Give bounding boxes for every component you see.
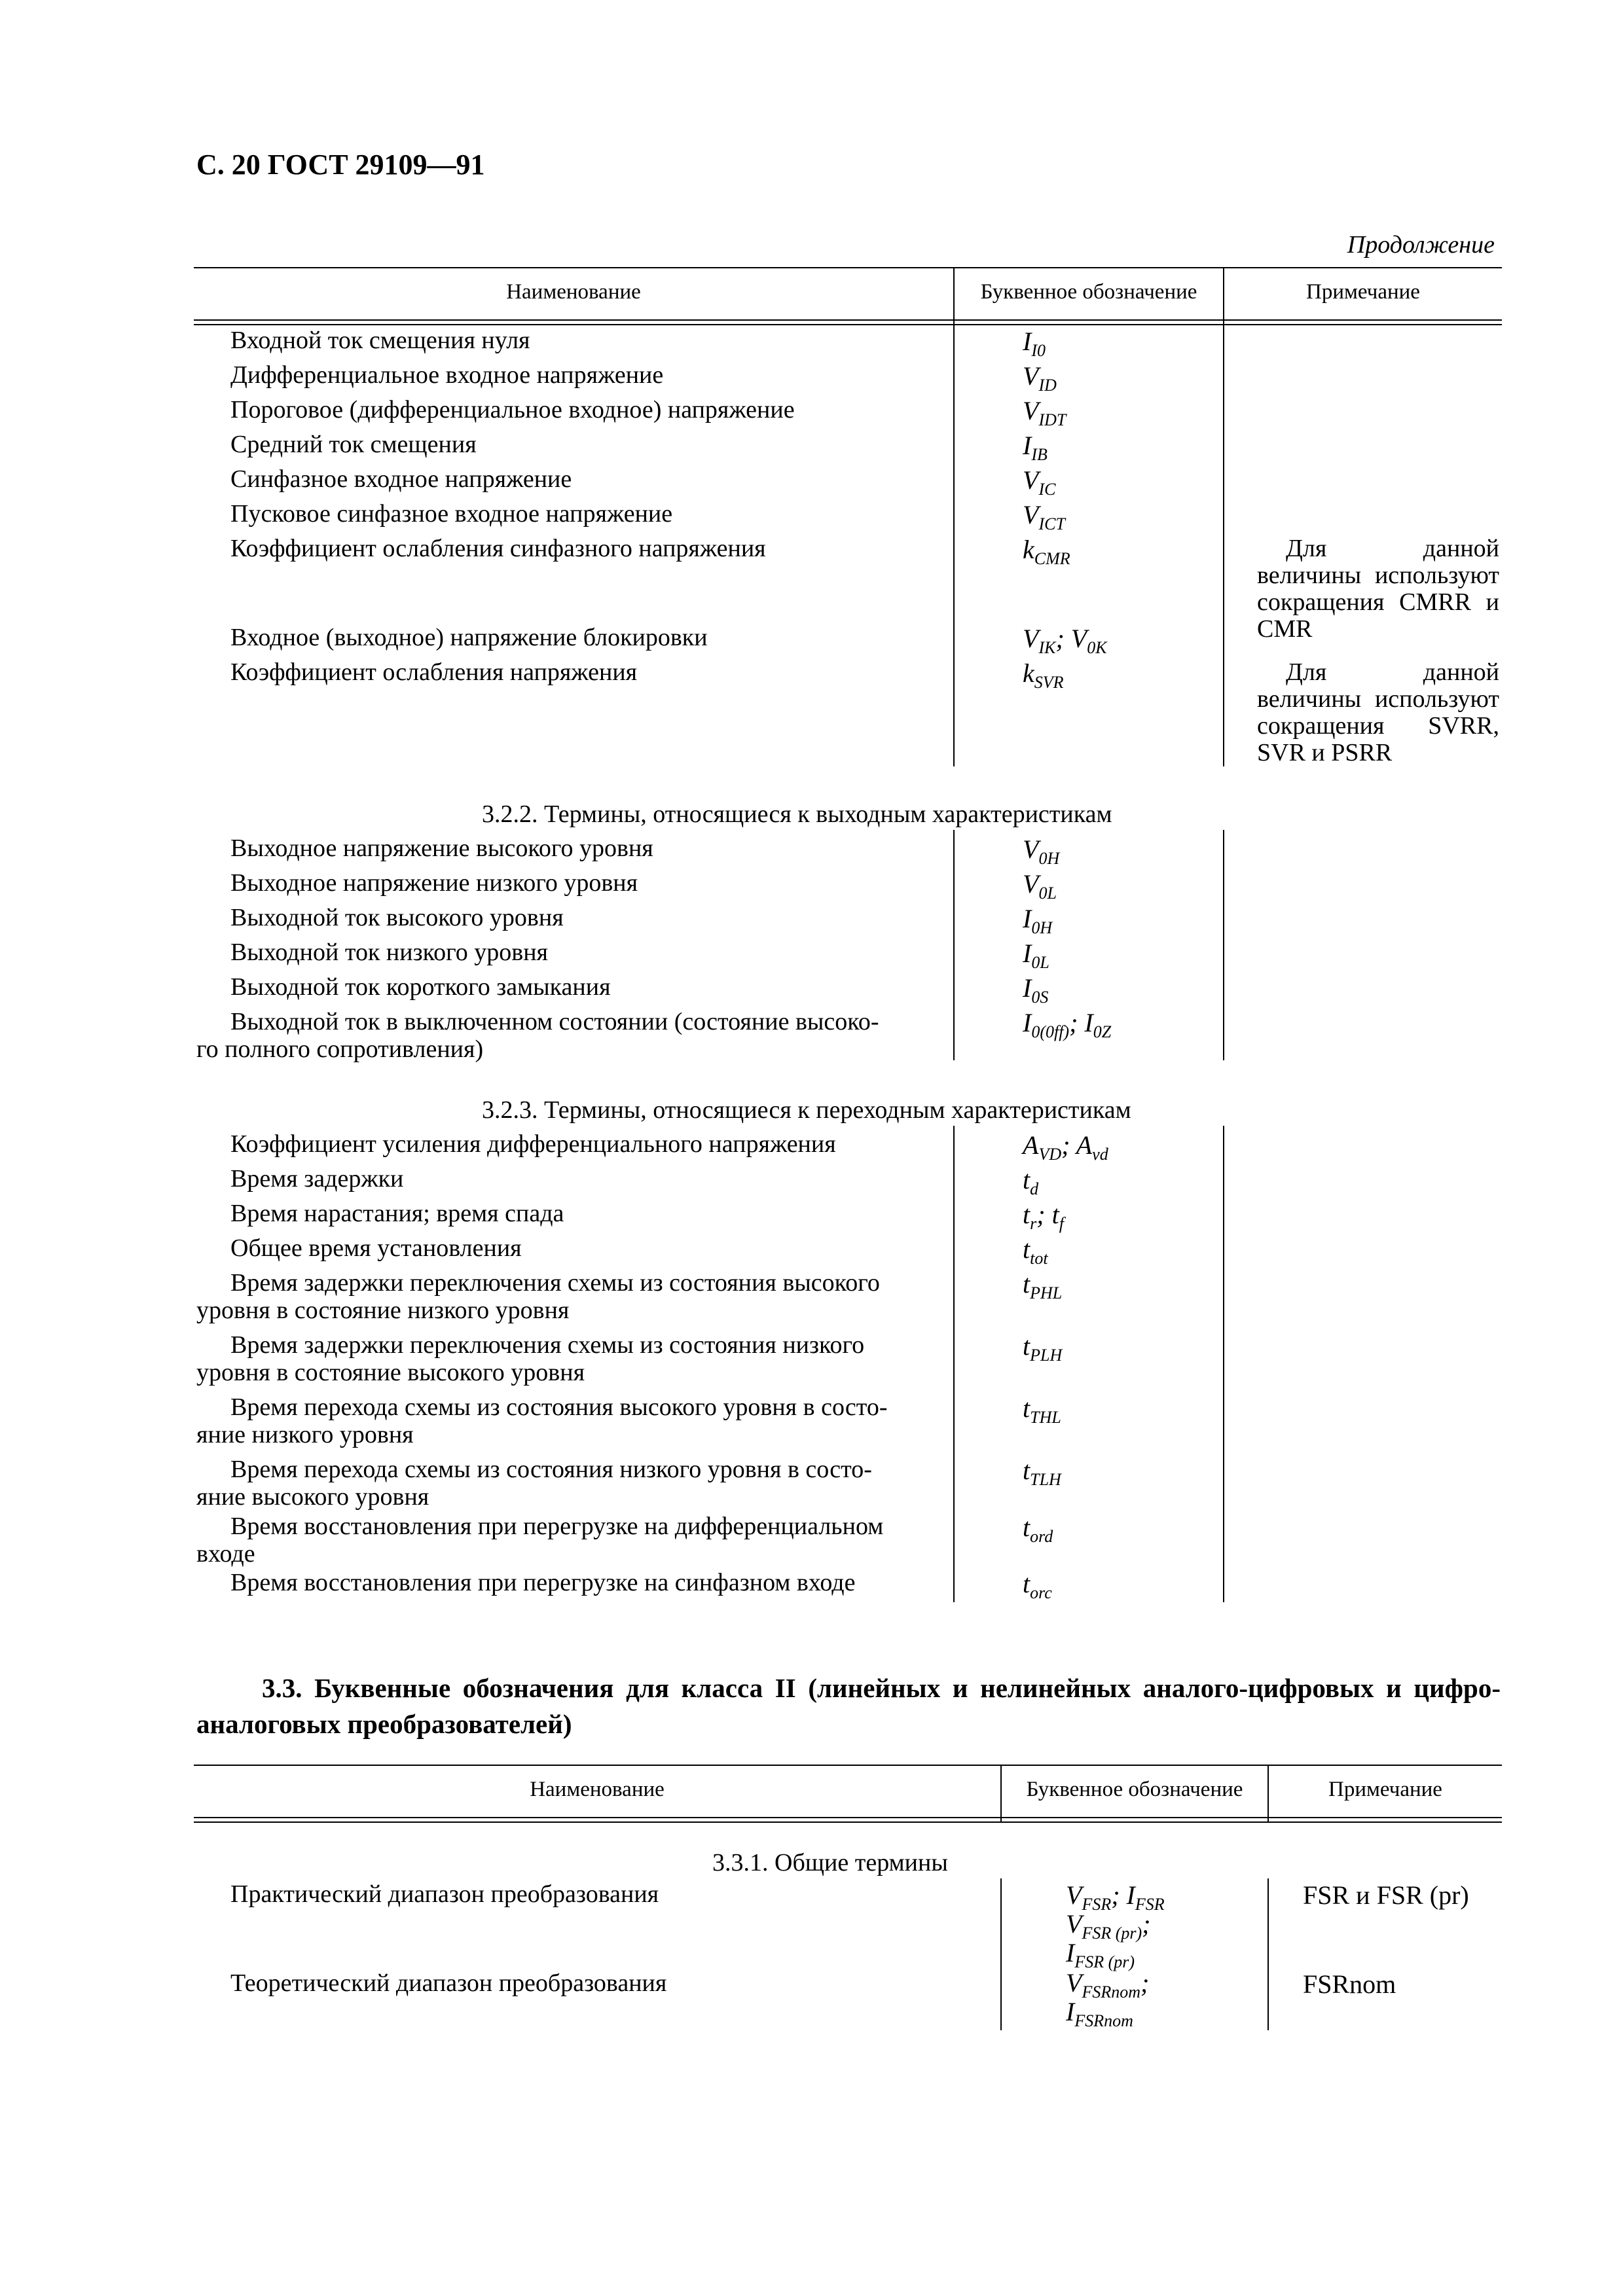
term-name: Выходной ток высокого уровня: [230, 904, 564, 931]
table1-header-rule-2: [194, 324, 1502, 325]
term-name-line-2: входе: [196, 1539, 255, 1568]
term-name: Время восстановления при перегрузке на синфазном входе: [230, 1569, 856, 1596]
term-note: Для данной величины используют сокращения SVRR, SVR и PSRR: [1257, 658, 1499, 767]
table3-divider-2: [1223, 1126, 1224, 1602]
term-name-line-1: Время перехода схемы из состояния высокого уровня в состо-: [230, 1393, 888, 1421]
term-name-line-1: Время восстановления при перегрузке на дифференциальном: [230, 1513, 884, 1540]
term-symbol: $A_{VD}$; $A_{vd}$: [1023, 1130, 1108, 1164]
term-name: [196, 1270, 962, 1325]
table4-body-divider-2: [1267, 1878, 1269, 2030]
term-symbol: $V_{IK}$; $V_{0K}$: [1023, 624, 1107, 658]
term-name: Синфазное входное напряжение: [230, 465, 572, 493]
term-symbol: $V_{ID}$: [1023, 361, 1057, 395]
table4-header-rule-2: [194, 1821, 1502, 1823]
section-title-33: [196, 1670, 1501, 1742]
term-note: Для данной величины используют сокращения CMRR и CMR: [1257, 535, 1499, 643]
column-header-note: Примечание: [1306, 280, 1420, 304]
term-name: [196, 1456, 962, 1511]
term-name: Пусковое синфазное входное напряжение: [230, 500, 673, 528]
term-symbol: $t_{PHL}$: [1023, 1269, 1063, 1303]
term-name-line-2: го полного сопротивления): [196, 1035, 484, 1063]
table1-header-rule: [194, 319, 1502, 321]
term-name: Коэффициент ослабления напряжения: [230, 658, 638, 686]
table2-divider-2: [1223, 830, 1224, 1060]
term-symbol: $V_{0L}$: [1023, 869, 1057, 903]
column-header-name-2: Наименование: [530, 1778, 665, 1801]
page-header: С. 20 ГОСТ 29109—91: [196, 149, 485, 181]
term-symbol: $t_{TLH}$: [1023, 1456, 1061, 1490]
term-name: Практический диапазон преобразования: [230, 1880, 659, 1908]
table4-body-divider-1: [1000, 1878, 1002, 2030]
term-name: [196, 1394, 962, 1449]
table1-top-rule: [194, 267, 1502, 268]
table4-header-rule: [194, 1817, 1502, 1818]
term-name: Входной ток смещения нуля: [230, 327, 530, 354]
continued-label: Продолжение: [1347, 231, 1495, 259]
subsection-title-331: 3.3.1. Общие термины: [712, 1849, 948, 1876]
term-symbol-line: $V_{FSRnom}$;: [1066, 1968, 1150, 2002]
term-name: Коэффициент усиления дифференциального напряжения: [230, 1130, 836, 1158]
term-name-line-2: яние высокого уровня: [196, 1482, 429, 1511]
term-symbol: $V_{0H}$: [1023, 834, 1060, 869]
term-symbol: $I_{0S}$: [1023, 973, 1049, 1007]
term-name: Дифференциальное входное напряжение: [230, 361, 664, 389]
term-symbol: $V_{IDT}$: [1023, 396, 1067, 430]
term-name: Входное (выходное) напряжение блокировки: [230, 624, 708, 651]
term-name: [196, 1332, 962, 1387]
term-name-line-2: уровня в состояние высокого уровня: [196, 1358, 585, 1386]
term-name: Теоретический диапазон преобразования: [230, 1969, 667, 1997]
term-name-line-1: Время перехода схемы из состояния низкого уровня в состо-: [230, 1456, 872, 1483]
term-name: Выходное напряжение низкого уровня: [230, 869, 638, 897]
term-name: Выходной ток короткого замыкания: [230, 973, 611, 1001]
term-name: [196, 1513, 962, 1568]
term-symbol: $V_{IC}$: [1023, 465, 1056, 499]
term-name: Время задержки: [230, 1165, 404, 1193]
term-name: Общее время установления: [230, 1234, 522, 1262]
term-symbol: $I_{IB}$: [1023, 431, 1048, 465]
term-name: Выходной ток низкого уровня: [230, 939, 549, 966]
term-name: [196, 1009, 962, 1064]
term-symbol: $t_{orc}$: [1023, 1569, 1052, 1603]
table4-top-rule: [194, 1765, 1502, 1766]
term-note: FSRnom: [1303, 1969, 1396, 1999]
term-name: Пороговое (дифференциальное входное) напряжение: [230, 396, 795, 423]
section-33-text: 3.3. Буквенные обозначения для класса II (линейных и нелинейных аналого-цифровых и цифро-аналоговых преобразователей): [196, 1673, 1501, 1739]
term-symbol: $t_r$; $t_f$: [1023, 1200, 1064, 1234]
term-symbol-line: $I_{FSRnom}$: [1066, 1997, 1133, 2031]
term-symbol: $I_{0H}$: [1023, 904, 1053, 938]
section-title-323: 3.2.3. Термины, относящиеся к переходным характеристикам: [482, 1096, 1131, 1124]
term-symbol-line: $V_{FSR}$; $I_{FSR}$: [1066, 1880, 1165, 1914]
term-name-line-1: Время задержки переключения схемы из состояния низкого: [230, 1331, 865, 1359]
term-symbol: $k_{CMR}$: [1023, 535, 1070, 569]
term-symbol: $k_{SVR}$: [1023, 658, 1064, 692]
term-symbol-line: $V_{FSR (pr)}$;: [1066, 1909, 1151, 1943]
column-header-note-2: Примечание: [1328, 1778, 1442, 1801]
term-name: Коэффициент ослабления синфазного напряжения: [230, 535, 766, 562]
term-symbol: $V_{ICT}$: [1023, 500, 1065, 534]
table1-body-divider-2: [1223, 324, 1224, 766]
column-header-symbol-2: Буквенное обозначение: [1026, 1778, 1243, 1801]
term-symbol: $I_{0L}$: [1023, 939, 1049, 973]
term-symbol: $I_{I0}$: [1023, 327, 1046, 361]
term-note: FSR и FSR (pr): [1303, 1880, 1469, 1910]
term-symbol: $I_{0(0ff)}$; $I_{0Z}$: [1023, 1008, 1112, 1042]
term-name-line-1: Время задержки переключения схемы из состояния высокого: [230, 1269, 880, 1297]
term-name: Время нарастания; время спада: [230, 1200, 564, 1227]
column-header-symbol: Буквенное обозначение: [980, 280, 1197, 304]
section-title-322: 3.2.2. Термины, относящиеся к выходным характеристикам: [482, 800, 1112, 828]
term-name-line-2: яние низкого уровня: [196, 1420, 414, 1448]
term-name-line-1: Выходной ток в выключенном состоянии (состояние высоко-: [230, 1008, 879, 1035]
term-name: Выходное напряжение высокого уровня: [230, 834, 653, 862]
term-symbol: $t_{THL}$: [1023, 1393, 1061, 1427]
term-symbol: $t_{PLH}$: [1023, 1331, 1063, 1365]
term-name-line-2: уровня в состояние низкого уровня: [196, 1296, 570, 1324]
term-symbol-line: $I_{FSR (pr)}$: [1066, 1938, 1135, 1972]
term-symbol: $t_d$: [1023, 1165, 1039, 1199]
term-symbol: $t_{tot}$: [1023, 1234, 1048, 1268]
column-header-name: Наименование: [506, 280, 641, 304]
term-symbol: $t_{ord}$: [1023, 1513, 1053, 1547]
term-name: Средний ток смещения: [230, 431, 477, 458]
